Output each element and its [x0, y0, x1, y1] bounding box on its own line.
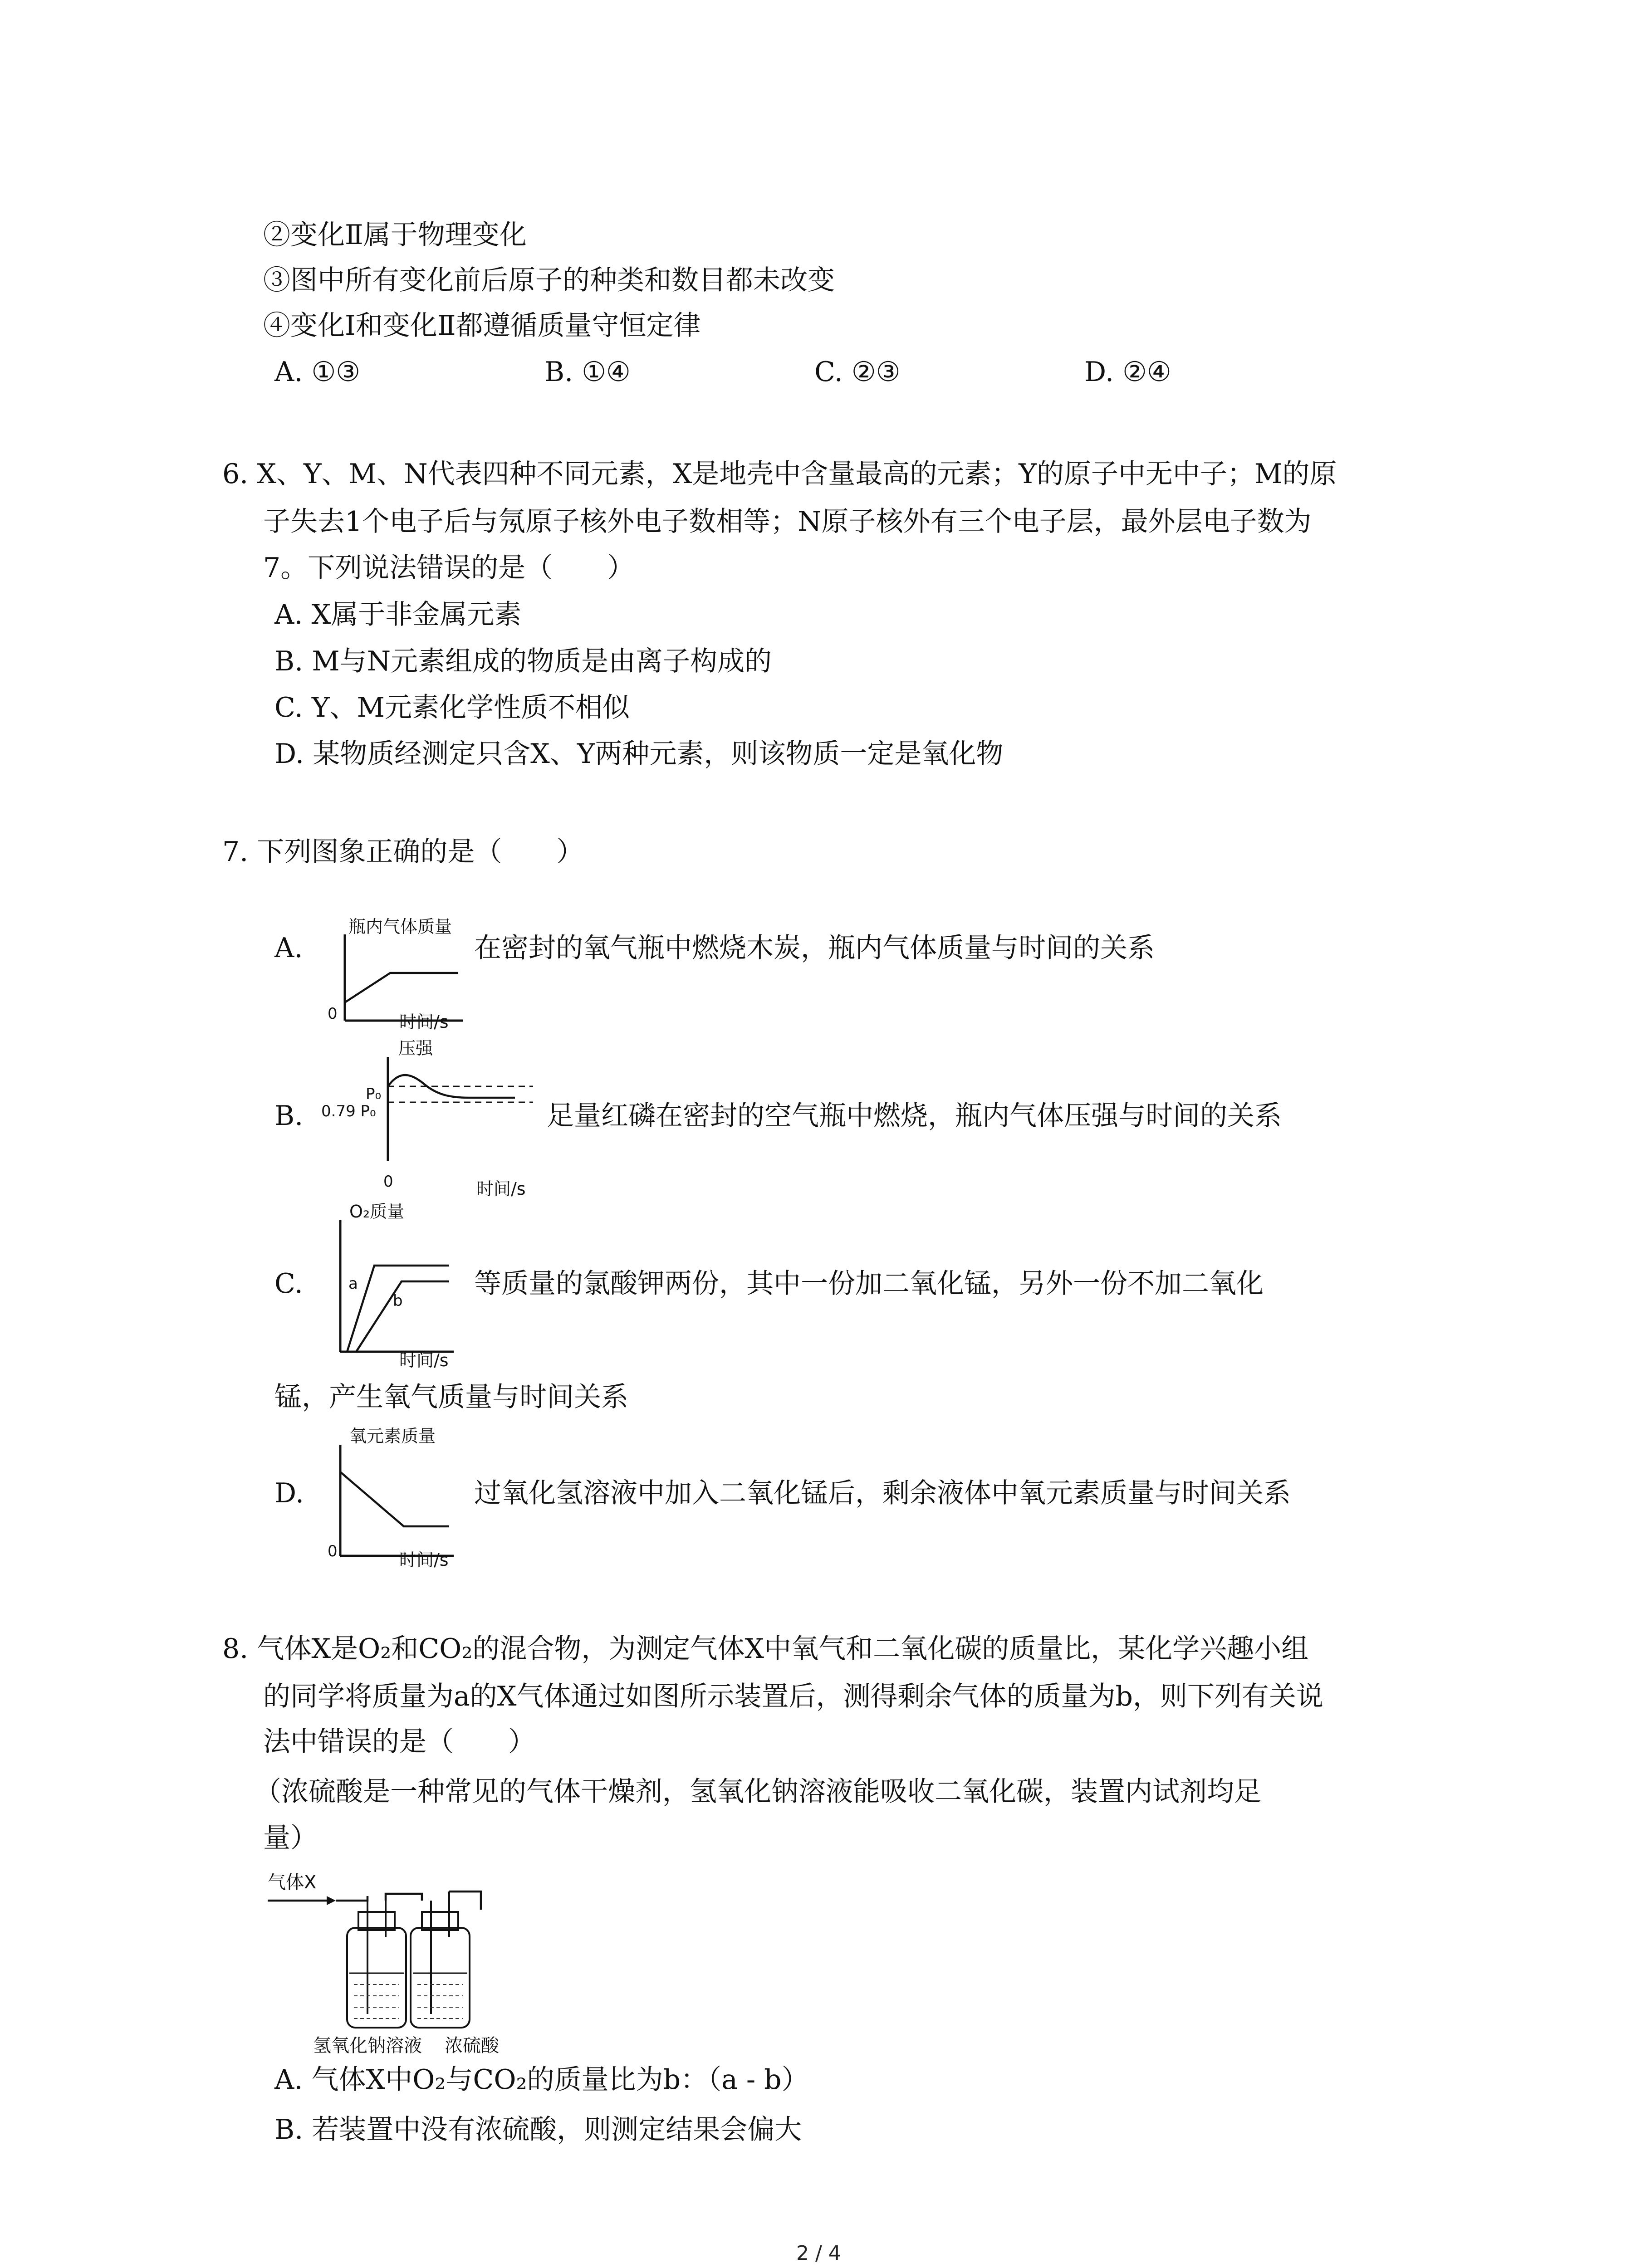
q6-option-b: B. M与N元素组成的物质是由离子构成的: [274, 645, 772, 677]
q7d-y-axis-label: 氧元素质量: [349, 1426, 436, 1446]
q7-option-c-text-line-2: 锰，产生氧气质量与时间关系: [274, 1381, 628, 1413]
page-number: 2 / 4: [796, 2242, 841, 2265]
q7c-y-axis-label: O₂质量: [349, 1202, 405, 1222]
q8-stem-line-1: 8. 气体X是O₂和CO₂的混合物，为测定气体X中氧气和二氧化碳的质量比，某化学兴趣小组: [222, 1633, 1309, 1665]
q7-option-a-label: A.: [274, 932, 303, 964]
q7-option-d-label: D.: [274, 1477, 304, 1509]
q7-option-b-text: 足量红磷在密封的空气瓶中燃烧，瓶内气体压强与时间的关系: [547, 1100, 1282, 1132]
q5-option-a: A. ①③: [274, 356, 361, 388]
q8-h2so4-label: 浓硫酸: [445, 2035, 499, 2056]
q8-option-b: B. 若装置中没有浓硫酸，则测定结果会偏大: [274, 2114, 802, 2146]
q8-bottle-naoh: [347, 1896, 406, 2028]
q7d-curve: [340, 1472, 449, 1526]
q6-stem-line-1: 6. X、Y、M、N代表四种不同元素，X是地壳中含量最高的元素；Y的原子中无中子；M的原: [222, 458, 1337, 490]
q7-option-b-label: B.: [274, 1100, 304, 1132]
q6-option-a: A. X属于非金属元素: [274, 599, 522, 631]
q7b-tick-p0: P₀: [366, 1085, 382, 1103]
q6-option-c: C. Y、M元素化学性质不相似: [274, 692, 630, 723]
q7b-curve: [388, 1075, 515, 1098]
q7-option-a-text: 在密封的氧气瓶中燃烧木炭，瓶内气体质量与时间的关系: [474, 932, 1155, 964]
q7a-origin-label: 0: [328, 1005, 338, 1023]
q8-option-a: A. 气体X中O₂与CO₂的质量比为b：（a - b）: [274, 2064, 809, 2096]
q7d-x-axis-label: 时间/s: [399, 1550, 449, 1570]
q8-connecting-tube: [386, 1894, 422, 1901]
q7-option-c-label: C.: [274, 1268, 303, 1300]
q7a-y-axis-label: 瓶内气体质量: [348, 917, 452, 937]
q7c-x-axis-label: 时间/s: [399, 1350, 449, 1370]
q7b-x-axis-label: 时间/s: [476, 1179, 526, 1199]
q7b-y-axis-label: 压强: [398, 1038, 433, 1058]
q7b-origin-label: 0: [383, 1173, 393, 1191]
q5-option-c: C. ②③: [814, 356, 901, 388]
q5-option-d: D. ②④: [1084, 356, 1171, 388]
q8-gas-x-label: 气体X: [268, 1872, 317, 1893]
q6-stem-line-3: 7。下列说法错误的是（ ）: [263, 552, 635, 584]
q8-inlet-arrowhead: [327, 1896, 336, 1905]
q7-option-d-text: 过氧化氢溶液中加入二氧化锰后，剩余液体中氧元素质量与时间关系: [474, 1477, 1291, 1509]
q7b-graph: [383, 1057, 547, 1161]
q7c-curve-a-label: a: [348, 1275, 358, 1293]
q8-note-line-2: 量）: [263, 1822, 318, 1854]
q7a-curve: [345, 973, 458, 1002]
q7a-x-axis-label: 时间/s: [399, 1012, 449, 1032]
q7d-graph: [336, 1445, 454, 1558]
q6-option-d: D. 某物质经测定只含X、Y两种元素，则该物质一定是氧化物: [274, 738, 1004, 770]
q7-option-c-text-line-1: 等质量的氯酸钾两份，其中一份加二氧化锰，另外一份不加二氧化: [474, 1268, 1264, 1300]
q8-bottle-h2so4: [411, 1892, 481, 2028]
q7b-tick-079p0: 0.79 P₀: [321, 1102, 376, 1120]
q8-naoh-label: 氢氧化钠溶液: [313, 2035, 422, 2056]
q5-statement-4: ④变化Ⅰ和变化Ⅱ都遵循质量守恒定律: [263, 310, 701, 342]
q8-stem-line-3: 法中错误的是（ ）: [263, 1726, 535, 1758]
q8-stem-line-2: 的同学将质量为a的X气体通过如图所示装置后，测得剩余气体的质量为b，则下列有关说: [263, 1681, 1323, 1712]
q5-statement-3: ③图中所有变化前后原子的种类和数目都未改变: [263, 264, 835, 296]
q7c-curve-b-label: b: [393, 1292, 403, 1310]
q5-statement-2: ②变化Ⅱ属于物理变化: [263, 219, 527, 251]
q6-stem-line-2: 子失去1个电子后与氖原子核外电子数相等；N原子核外有三个电子层，最外层电子数为: [263, 506, 1312, 538]
q7-stem: 7. 下列图象正确的是（ ）: [222, 836, 584, 868]
q7d-origin-label: 0: [328, 1542, 338, 1560]
q8-apparatus-diagram: [268, 1882, 504, 2032]
q8-note-line-1: （浓硫酸是一种常见的气体干燥剂，氢氧化钠溶液能吸收二氧化碳，装置内试剂均足: [254, 1776, 1261, 1808]
q5-option-b: B. ①④: [544, 356, 631, 388]
